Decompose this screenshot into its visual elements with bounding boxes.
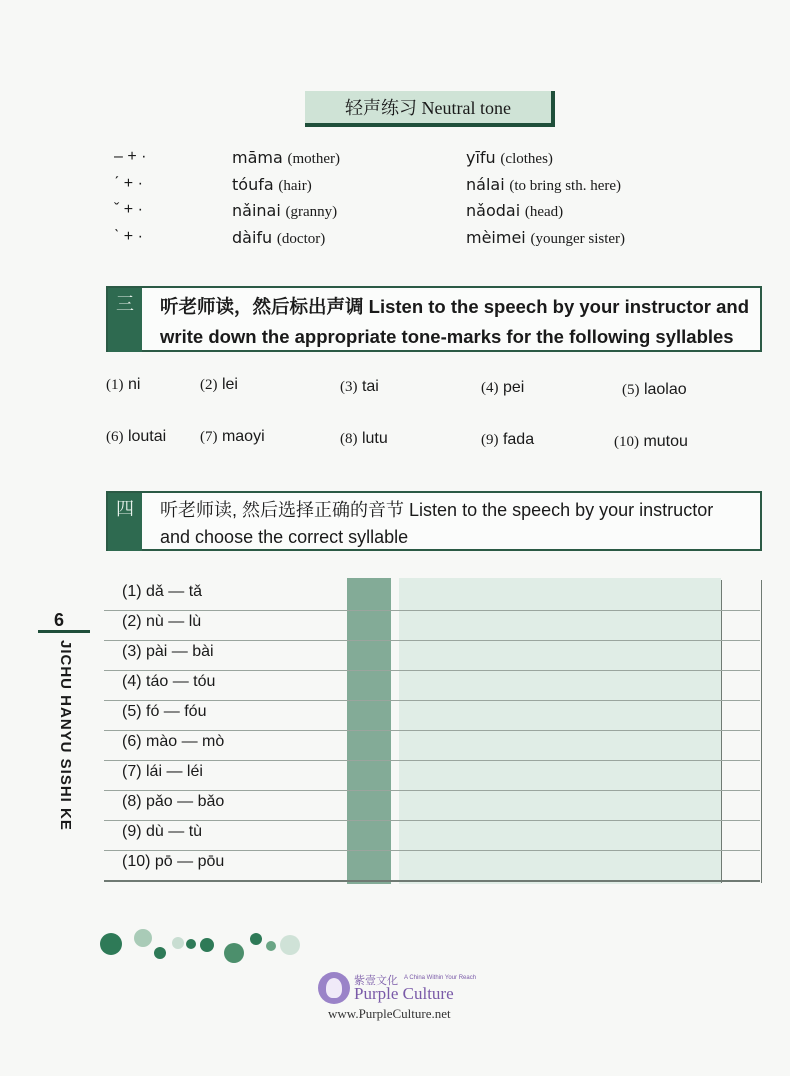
word-gloss: (younger sister) bbox=[530, 231, 626, 247]
syllable-item: (7) maoyi bbox=[200, 428, 265, 445]
table-row[interactable]: (8) pǎo — bǎo bbox=[104, 790, 760, 821]
table-row[interactable]: (10) pō — pōu bbox=[104, 850, 760, 882]
syllable-item: (1) ni bbox=[106, 376, 141, 393]
tone-marks: – + · bbox=[114, 148, 147, 165]
section3-syllables bbox=[0, 0, 790, 460]
watermark-url: www.PurpleCulture.net bbox=[328, 1006, 451, 1021]
word-gloss: (mother) bbox=[287, 151, 340, 167]
section3-instructions: 听老师读，然后标出声调 Listen to the speech by your instructor and write down the appropriate tone-marks for the following syllables bbox=[160, 296, 749, 347]
word-gloss: (granny) bbox=[285, 204, 338, 220]
book-title-vertical: JICHU HANYU SISHI KE bbox=[57, 640, 74, 831]
word-pinyin: mèimei bbox=[466, 228, 526, 247]
word-gloss: (head) bbox=[524, 204, 564, 220]
word-pinyin: nǎodai bbox=[466, 201, 521, 220]
table-row[interactable]: (3) pài — bài bbox=[104, 640, 760, 671]
table-row[interactable]: (7) lái — léi bbox=[104, 760, 760, 791]
tone-marks: ˇ + · bbox=[114, 201, 143, 218]
syllable-item: (6) loutai bbox=[106, 428, 167, 445]
syllable-item: (2) lei bbox=[200, 376, 238, 393]
syllable-item: (5) laolao bbox=[622, 381, 687, 398]
word-pinyin: nálai bbox=[466, 175, 505, 194]
table-row[interactable]: (6) mào — mò bbox=[104, 730, 760, 761]
word-pinyin: dàifu bbox=[232, 228, 273, 247]
table-row[interactable]: (5) fó — fóu bbox=[104, 700, 760, 731]
page-number: 6 bbox=[54, 610, 65, 630]
syllable-item: (3) tai bbox=[340, 378, 379, 395]
syllable-item: (4) pei bbox=[481, 379, 525, 396]
table-row[interactable]: (4) táo — tóu bbox=[104, 670, 760, 701]
word-gloss: (clothes) bbox=[500, 151, 553, 167]
decorative-dots bbox=[98, 925, 308, 970]
tone-marks: ˊ + · bbox=[114, 175, 143, 192]
syllable-choice-table bbox=[104, 580, 760, 883]
section4-number: 四 bbox=[108, 493, 142, 551]
section4-instructions: 听老师读, 然后选择正确的音节 Listen to the speech by your instructor and choose the correct syllable bbox=[160, 500, 714, 547]
word-gloss: (hair) bbox=[278, 178, 312, 194]
table-row[interactable]: (9) dù — tù bbox=[104, 820, 760, 851]
section3-number: 三 bbox=[108, 288, 142, 352]
watermark-cn: 紫壹文化 bbox=[354, 975, 398, 987]
side-rule bbox=[38, 630, 90, 633]
tone-marks: ˋ + · bbox=[114, 228, 143, 245]
word-gloss: (to bring sth. here) bbox=[509, 178, 622, 194]
watermark-tagline: A China Within Your Reach bbox=[404, 975, 477, 981]
watermark-brand: Purple Culture bbox=[354, 984, 454, 1003]
word-pinyin: tóufa bbox=[232, 175, 274, 194]
word-pinyin: nǎinai bbox=[232, 201, 281, 220]
section4-header bbox=[106, 491, 762, 551]
table-row[interactable]: (1) dǎ — tǎ bbox=[104, 580, 760, 611]
syllable-item: (9) fada bbox=[481, 431, 535, 448]
syllable-item: (10) mutou bbox=[614, 433, 688, 450]
watermark bbox=[318, 970, 498, 1030]
syllable-item: (8) lutu bbox=[340, 430, 388, 447]
word-gloss: (doctor) bbox=[276, 231, 326, 247]
table-row[interactable]: (2) nù — lù bbox=[104, 610, 760, 641]
word-pinyin: yīfu bbox=[466, 148, 496, 167]
purple-culture-logo-icon bbox=[318, 972, 350, 1004]
word-pinyin: māma bbox=[232, 148, 283, 167]
neutral-tone-title: 轻声练习 Neutral tone bbox=[305, 91, 555, 127]
